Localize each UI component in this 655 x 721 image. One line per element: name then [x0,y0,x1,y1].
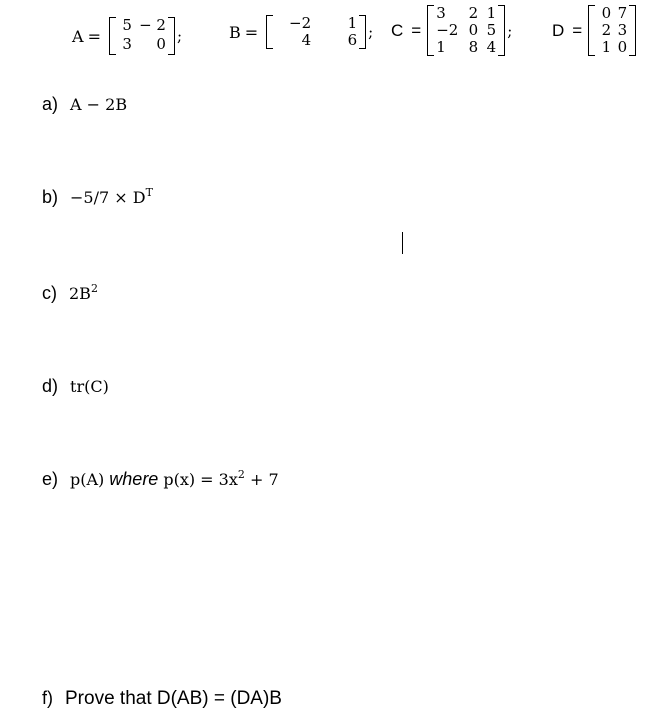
matrix-c-cell: 1 [436,38,446,56]
text-cursor [402,232,403,254]
matrix-c-cell: 5 [486,21,497,39]
question-b-label: b) [42,187,59,207]
matrix-c-cell: 2 [468,4,479,22]
question-b-expression [70,188,153,207]
matrix-d-cell: 3 [617,21,628,39]
matrix-d-cell: 0 [617,38,628,56]
question-e [42,469,279,490]
matrix-c-cell: 1 [486,4,497,22]
question-e-expression-part1: p(A) [70,470,105,489]
matrix-c-definition [391,5,512,56]
matrix-b-separator: ; [368,23,374,41]
question-a-expression: A − 2B [70,95,128,114]
question-e-expression-text: p(x) = 3x [163,470,238,489]
matrix-d-name: D [552,20,565,40]
matrix-c-grid [434,5,498,56]
question-e-superscript: 2 [237,468,245,481]
matrix-a-grid [116,17,168,55]
matrix-c-name: C [391,20,404,40]
question-f [42,688,282,710]
matrix-b-left-bracket [266,15,273,49]
matrix-c-separator: ; [507,21,513,40]
question-e-where-word: where [109,469,159,489]
matrix-d-left-bracket [588,5,595,56]
question-e-expression-tail: + 7 [249,470,279,489]
question-f-label: f) [42,688,53,708]
matrix-d-body [588,5,636,56]
question-c-expression [69,284,98,303]
matrix-b-right-bracket [359,15,366,49]
matrix-c-cell: 3 [436,4,446,22]
question-d [42,376,109,397]
matrix-a-right-bracket [168,17,175,55]
matrix-b-cell: 6 [347,31,358,49]
matrix-a-separator: ; [176,27,183,45]
matrix-b-body [266,15,366,49]
matrix-c-body [427,5,505,56]
question-d-expression: tr(C) [70,377,109,396]
matrix-c-cell: 8 [468,38,479,56]
matrix-a-cell: − 2 [139,16,166,34]
question-c [42,283,98,304]
matrix-c-cell: 0 [468,21,479,39]
matrix-b-definition [229,15,373,49]
matrix-d-cell: 0 [601,4,612,22]
matrix-c-right-bracket [498,5,505,56]
matrix-c-equals: = [411,20,422,40]
matrix-b-grid [273,15,359,49]
matrix-b-cell: 1 [347,14,358,32]
matrix-a-left-bracket [109,17,116,55]
question-c-label: c) [42,283,57,303]
question-e-expression-part2 [163,470,278,489]
matrix-d-definition [552,5,636,56]
question-b [42,187,153,208]
matrix-d-cell: 7 [617,4,628,22]
question-f-text: Prove that D(AB) = (DA)B [65,688,282,709]
matrix-a-cell: 5 [122,16,132,34]
matrix-b-name: B [229,22,241,42]
matrix-a-equals: = [87,26,101,46]
matrix-d-cell: 1 [601,38,612,56]
matrix-b-cell: −2 [289,14,312,32]
matrix-c-cell: −2 [436,21,459,39]
question-c-superscript: 2 [90,282,98,295]
matrix-a-definition [72,17,182,55]
question-e-label: e) [42,469,59,489]
matrix-b-cell: 4 [301,31,312,49]
question-b-expression-text: −5/7 × D [70,188,146,207]
matrix-a-name: A [72,26,84,46]
question-d-label: d) [42,376,59,396]
question-b-superscript: T [145,186,153,199]
matrix-c-left-bracket [427,5,434,56]
matrix-a-body [109,17,175,55]
matrix-c-cell: 4 [486,38,497,56]
question-a-label: a) [42,94,59,114]
matrix-b-equals: = [244,22,259,42]
question-a [42,94,127,115]
matrix-d-grid [595,5,629,56]
matrix-a-cell: 3 [122,35,132,53]
matrix-d-equals: = [572,20,583,40]
matrix-d-right-bracket [629,5,636,56]
matrix-a-cell: 0 [156,35,166,53]
matrix-d-cell: 2 [601,21,612,39]
question-c-expression-text: 2B [69,284,91,303]
